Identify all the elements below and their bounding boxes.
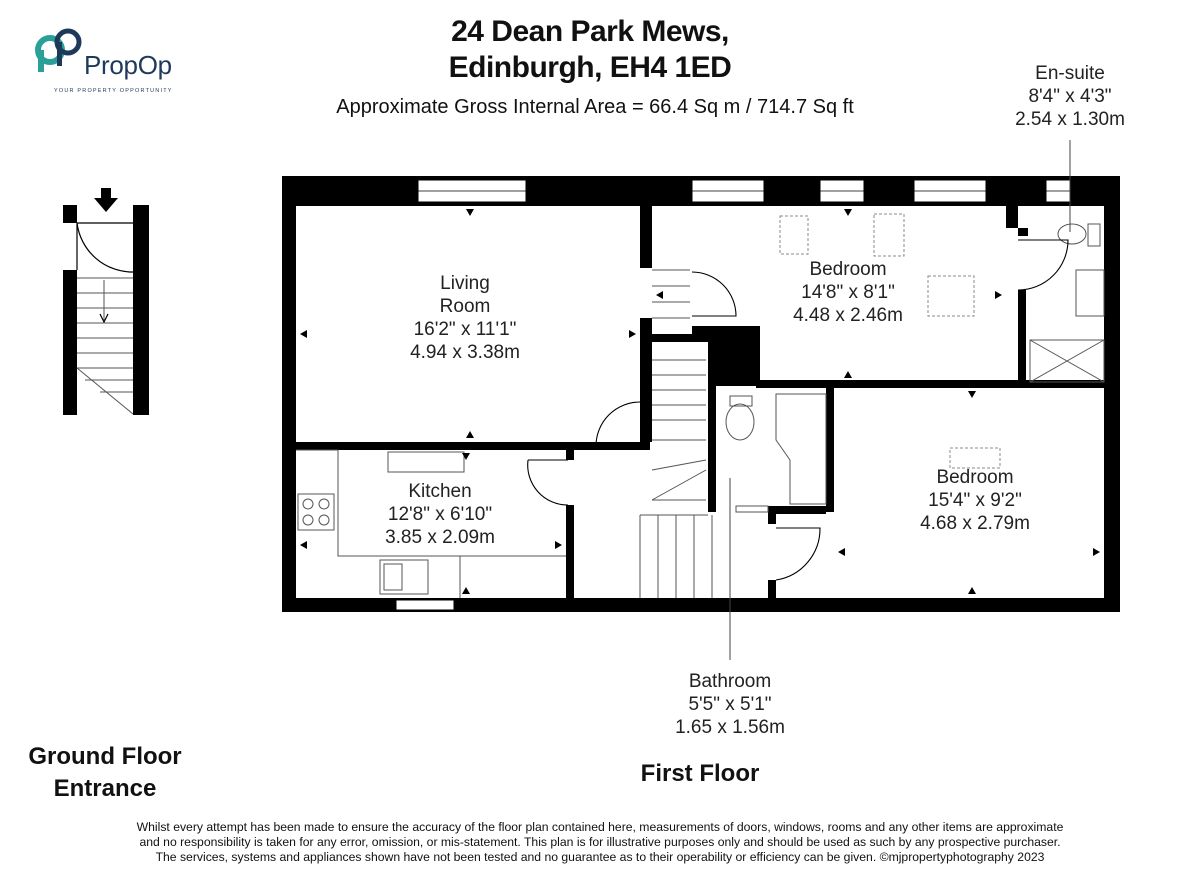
disclaimer-line2: and no responsibility is taken for any error, omission, or mis-statement. This plan is for illustrative purposes only and should be used as such by any prospective purchaser.	[139, 835, 1061, 849]
ground-floor-entrance-plan	[63, 188, 149, 415]
address-line-1: 24 Dean Park Mews,	[451, 15, 729, 48]
bedroom-2-imperial: 15'4" x 9'2"	[928, 490, 1022, 511]
bedroom-2-label	[880, 466, 1070, 535]
disclaimer	[60, 820, 1140, 865]
disclaimer-line3: The services, systems and appliances shown have not been tested and no guarantee as to their operability or efficiency can be given. ©mjpropertyphotography 2023	[155, 850, 1045, 864]
living-room-name-line1: Living	[440, 273, 490, 294]
bathroom-imperial: 5'5" x 5'1"	[688, 694, 772, 715]
bedroom-1-imperial: 14'8" x 8'1"	[801, 282, 895, 303]
ensuite-label	[1000, 62, 1140, 131]
first-floor-plan	[282, 140, 1120, 660]
bedroom-2-metric: 4.68 x 2.79m	[920, 513, 1030, 534]
bedroom-1-metric: 4.48 x 2.46m	[793, 305, 903, 326]
kitchen-label	[350, 480, 530, 549]
bedroom-2-name: Bedroom	[936, 467, 1014, 488]
bathroom-name: Bathroom	[688, 671, 772, 692]
living-room-metric: 4.94 x 3.38m	[410, 342, 520, 363]
ensuite-name: En-suite	[1035, 63, 1105, 84]
ensuite-imperial: 8'4" x 4'3"	[1028, 86, 1112, 107]
first-floor-label: First Floor	[640, 760, 760, 787]
bathroom-metric: 1.65 x 1.56m	[675, 717, 785, 738]
living-room-name-line2: Room	[439, 296, 491, 317]
disclaimer-line1: Whilst every attempt has been made to ensure the accuracy of the floor plan contained here, measurements of doors, windows, rooms and any other items are approximate	[136, 820, 1064, 834]
kitchen-imperial: 12'8" x 6'10"	[387, 504, 493, 525]
address-line-2: Edinburgh, EH4 1ED	[448, 51, 732, 84]
living-room-label	[370, 272, 560, 364]
bathroom-label	[640, 670, 820, 739]
kitchen-metric: 3.85 x 2.09m	[385, 527, 495, 548]
ground-floor-line2: Entrance	[53, 775, 157, 802]
ground-floor-label	[20, 741, 190, 805]
logo-name: PropOp	[84, 50, 172, 80]
kitchen-name: Kitchen	[408, 481, 472, 502]
living-room-imperial: 16'2" x 11'1"	[413, 319, 517, 340]
gross-internal-area: Approximate Gross Internal Area = 66.4 Sq m / 714.7 Sq ft	[336, 96, 854, 118]
bedroom-1-label	[750, 258, 946, 327]
bedroom-1-name: Bedroom	[809, 259, 887, 280]
ground-floor-line1: Ground Floor	[28, 743, 182, 770]
ensuite-metric: 2.54 x 1.30m	[1015, 109, 1125, 130]
logo-tagline: YOUR PROPERTY OPPORTUNITY	[54, 88, 173, 94]
